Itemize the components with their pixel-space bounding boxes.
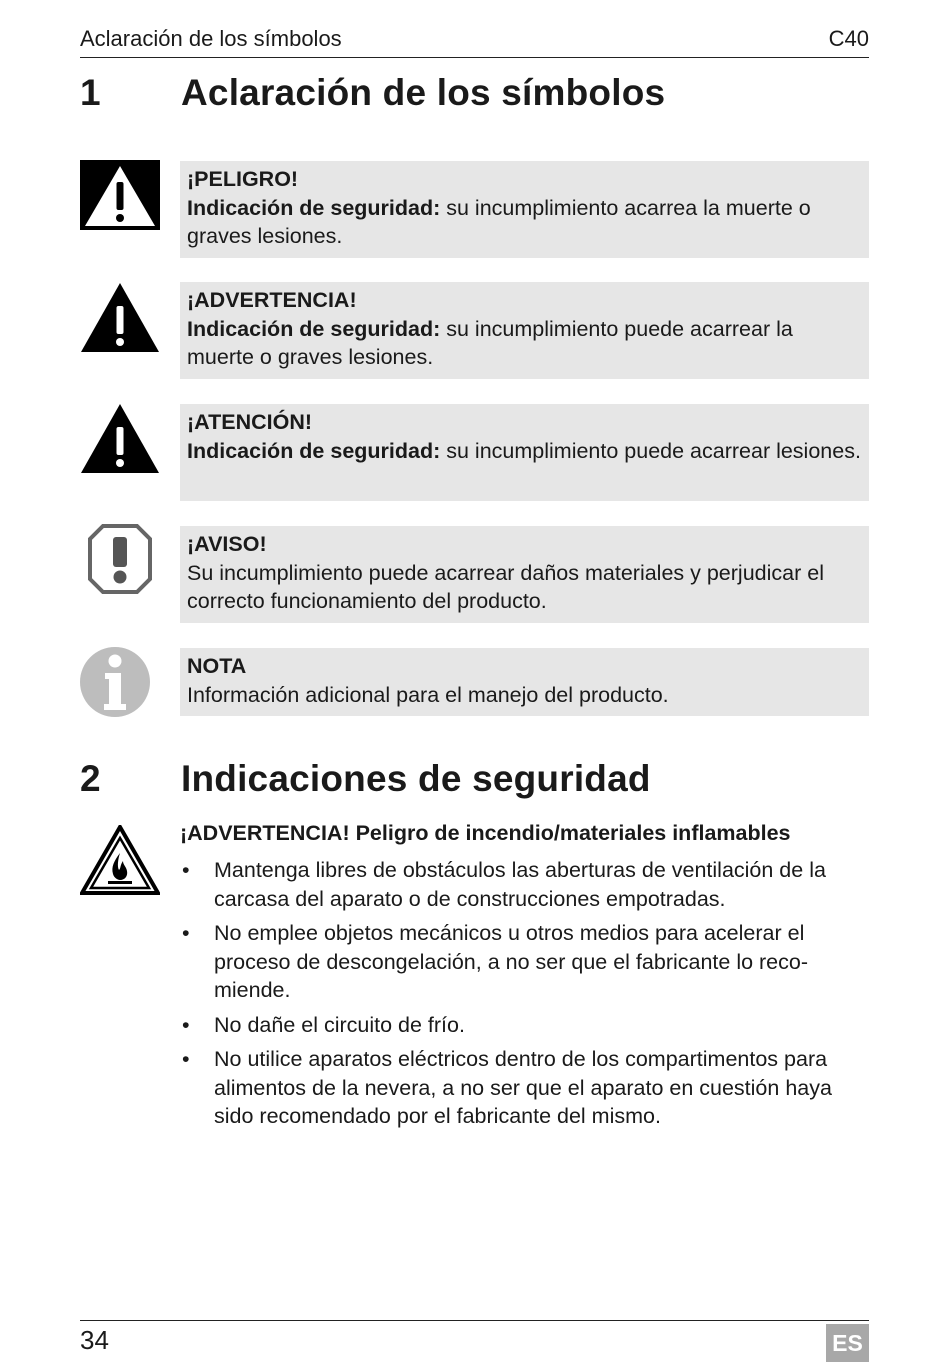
list-item (180, 1011, 869, 1040)
list-item-text: No utilice aparatos eléctricos dentro de los compartimentos para alimentos de la nevera, a no ser que el aparato en cuestión haya sido recomendado por el fabricante del mismo. (214, 1047, 832, 1128)
footer-divider (80, 1320, 869, 1321)
info-icon (80, 646, 160, 718)
bullet-marker: • (182, 921, 190, 945)
list-item-text: No emplee objetos mecánicos u otros medios para acelerar el proceso de descongelación, a no ser que el fabricante lo reco-miende. (214, 921, 809, 1002)
symbol-title: ¡AVISO! (187, 532, 267, 556)
symbol-text: Información adicional para el manejo del producto. (187, 682, 669, 707)
list-item (180, 919, 869, 1005)
caution-triangle-icon (80, 403, 160, 475)
symbol-box-notice (180, 526, 869, 623)
warning-triangle-icon (80, 282, 160, 354)
list-item-text: Mantenga libres de obstáculos las aberturas de ventilación de la carcasa del aparato o de construcciones empotradas. (214, 858, 826, 911)
danger-warning-icon (80, 160, 160, 232)
symbol-text: Su incumplimiento puede acarrear daños materiales y perjudicar el correcto funcionamiento del producto. (187, 560, 824, 613)
symbol-box-warning (180, 282, 869, 379)
section-1-title: Aclaración de los símbolos (181, 72, 666, 113)
symbol-title: ¡ATENCIÓN! (187, 410, 313, 434)
section-2-title: Indicaciones de seguridad (181, 758, 651, 799)
symbol-description: su incumplimiento puede acarrear lesiones. (440, 438, 861, 463)
symbol-label: Indicación de seguridad: (187, 316, 441, 341)
symbol-text (187, 315, 861, 372)
bullet-marker: • (182, 858, 190, 882)
symbol-description: su incumplimiento acarrea la muerte o graves lesiones. (187, 195, 811, 248)
symbol-title: ¡PELIGRO! (187, 167, 299, 191)
language-badge: ES (826, 1324, 869, 1362)
page-header (80, 26, 869, 58)
header-section-title: Aclaración de los símbolos (80, 26, 342, 51)
notice-octagon-icon (80, 524, 160, 596)
symbol-text (187, 194, 861, 251)
list-item (180, 1045, 869, 1131)
symbol-label: Indicación de seguridad: (187, 438, 441, 463)
bullet-marker: • (182, 1012, 190, 1037)
symbol-text (187, 437, 861, 466)
bullet-marker: • (182, 1047, 190, 1071)
section-1-number: 1 (80, 72, 101, 113)
list-item-text: No dañe el circuito de frío. (214, 1012, 465, 1037)
header-model: C40 (828, 26, 869, 51)
symbol-description: su incumplimiento puede acarrear la muerte o graves lesiones. (187, 316, 793, 369)
section-2-number: 2 (80, 758, 101, 799)
symbol-box-note (180, 648, 869, 716)
symbol-title: NOTA (187, 654, 247, 678)
page-number: 34 (80, 1325, 109, 1355)
symbol-box-danger (180, 161, 869, 258)
symbol-label: Indicación de seguridad: (187, 195, 441, 220)
fire-warning-heading: ¡ADVERTENCIA! Peligro de incendio/materiales inflamables (180, 821, 791, 845)
symbol-title: ¡ADVERTENCIA! (187, 288, 357, 312)
list-item (180, 856, 869, 913)
safety-bullet-list (180, 856, 869, 1137)
fire-warning-icon (80, 825, 160, 897)
symbol-box-caution (180, 404, 869, 501)
